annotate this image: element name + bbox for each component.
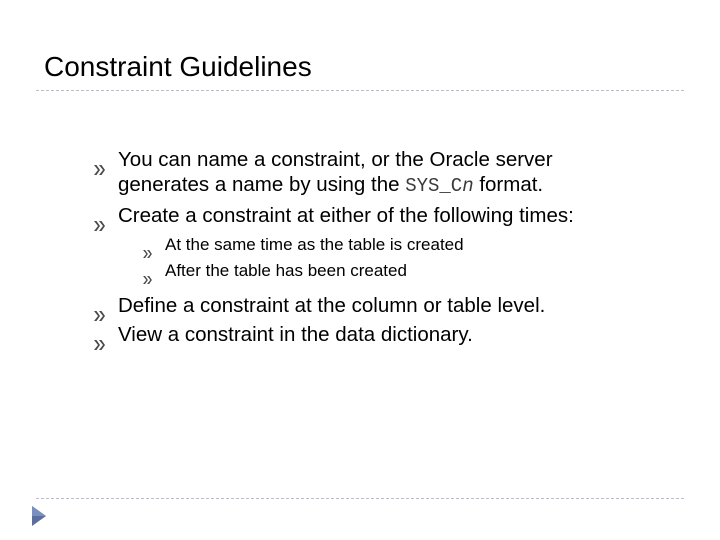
bullet-text: Create a constraint at either of the following times: xyxy=(118,204,574,227)
bullet-item xyxy=(94,147,694,199)
wing-bullet-icon xyxy=(94,212,105,237)
code-text: SYS_Cn xyxy=(405,175,474,197)
bullet-item xyxy=(94,322,694,347)
bullet-text: View a constraint in the data dictionary. xyxy=(118,323,473,346)
wing-bullet-icon xyxy=(143,266,152,292)
wing-bullet-icon xyxy=(94,331,105,356)
sub-bullet-item xyxy=(143,232,694,258)
bullet-text: format. xyxy=(473,173,544,196)
bullet-item xyxy=(94,203,694,284)
sub-bullet-text: At the same time as the table is created xyxy=(165,235,464,254)
footer-divider xyxy=(36,498,684,499)
bullet-text: generates a name by using the xyxy=(118,173,406,196)
sub-bullet-item xyxy=(143,258,694,284)
wing-bullet-icon xyxy=(94,156,105,181)
sub-bullet-text: After the table has been created xyxy=(165,261,407,280)
bullet-text: Define a constraint at the column or table level. xyxy=(118,294,546,317)
sub-bullet-list xyxy=(143,232,694,284)
bullet-text: You can name a constraint, or the Oracle server xyxy=(118,148,553,171)
title-divider xyxy=(36,90,684,91)
bullet-item xyxy=(94,293,694,318)
slide-title: Constraint Guidelines xyxy=(44,51,312,82)
bullet-list xyxy=(94,147,694,351)
triangle-arrow-icon xyxy=(31,505,47,532)
